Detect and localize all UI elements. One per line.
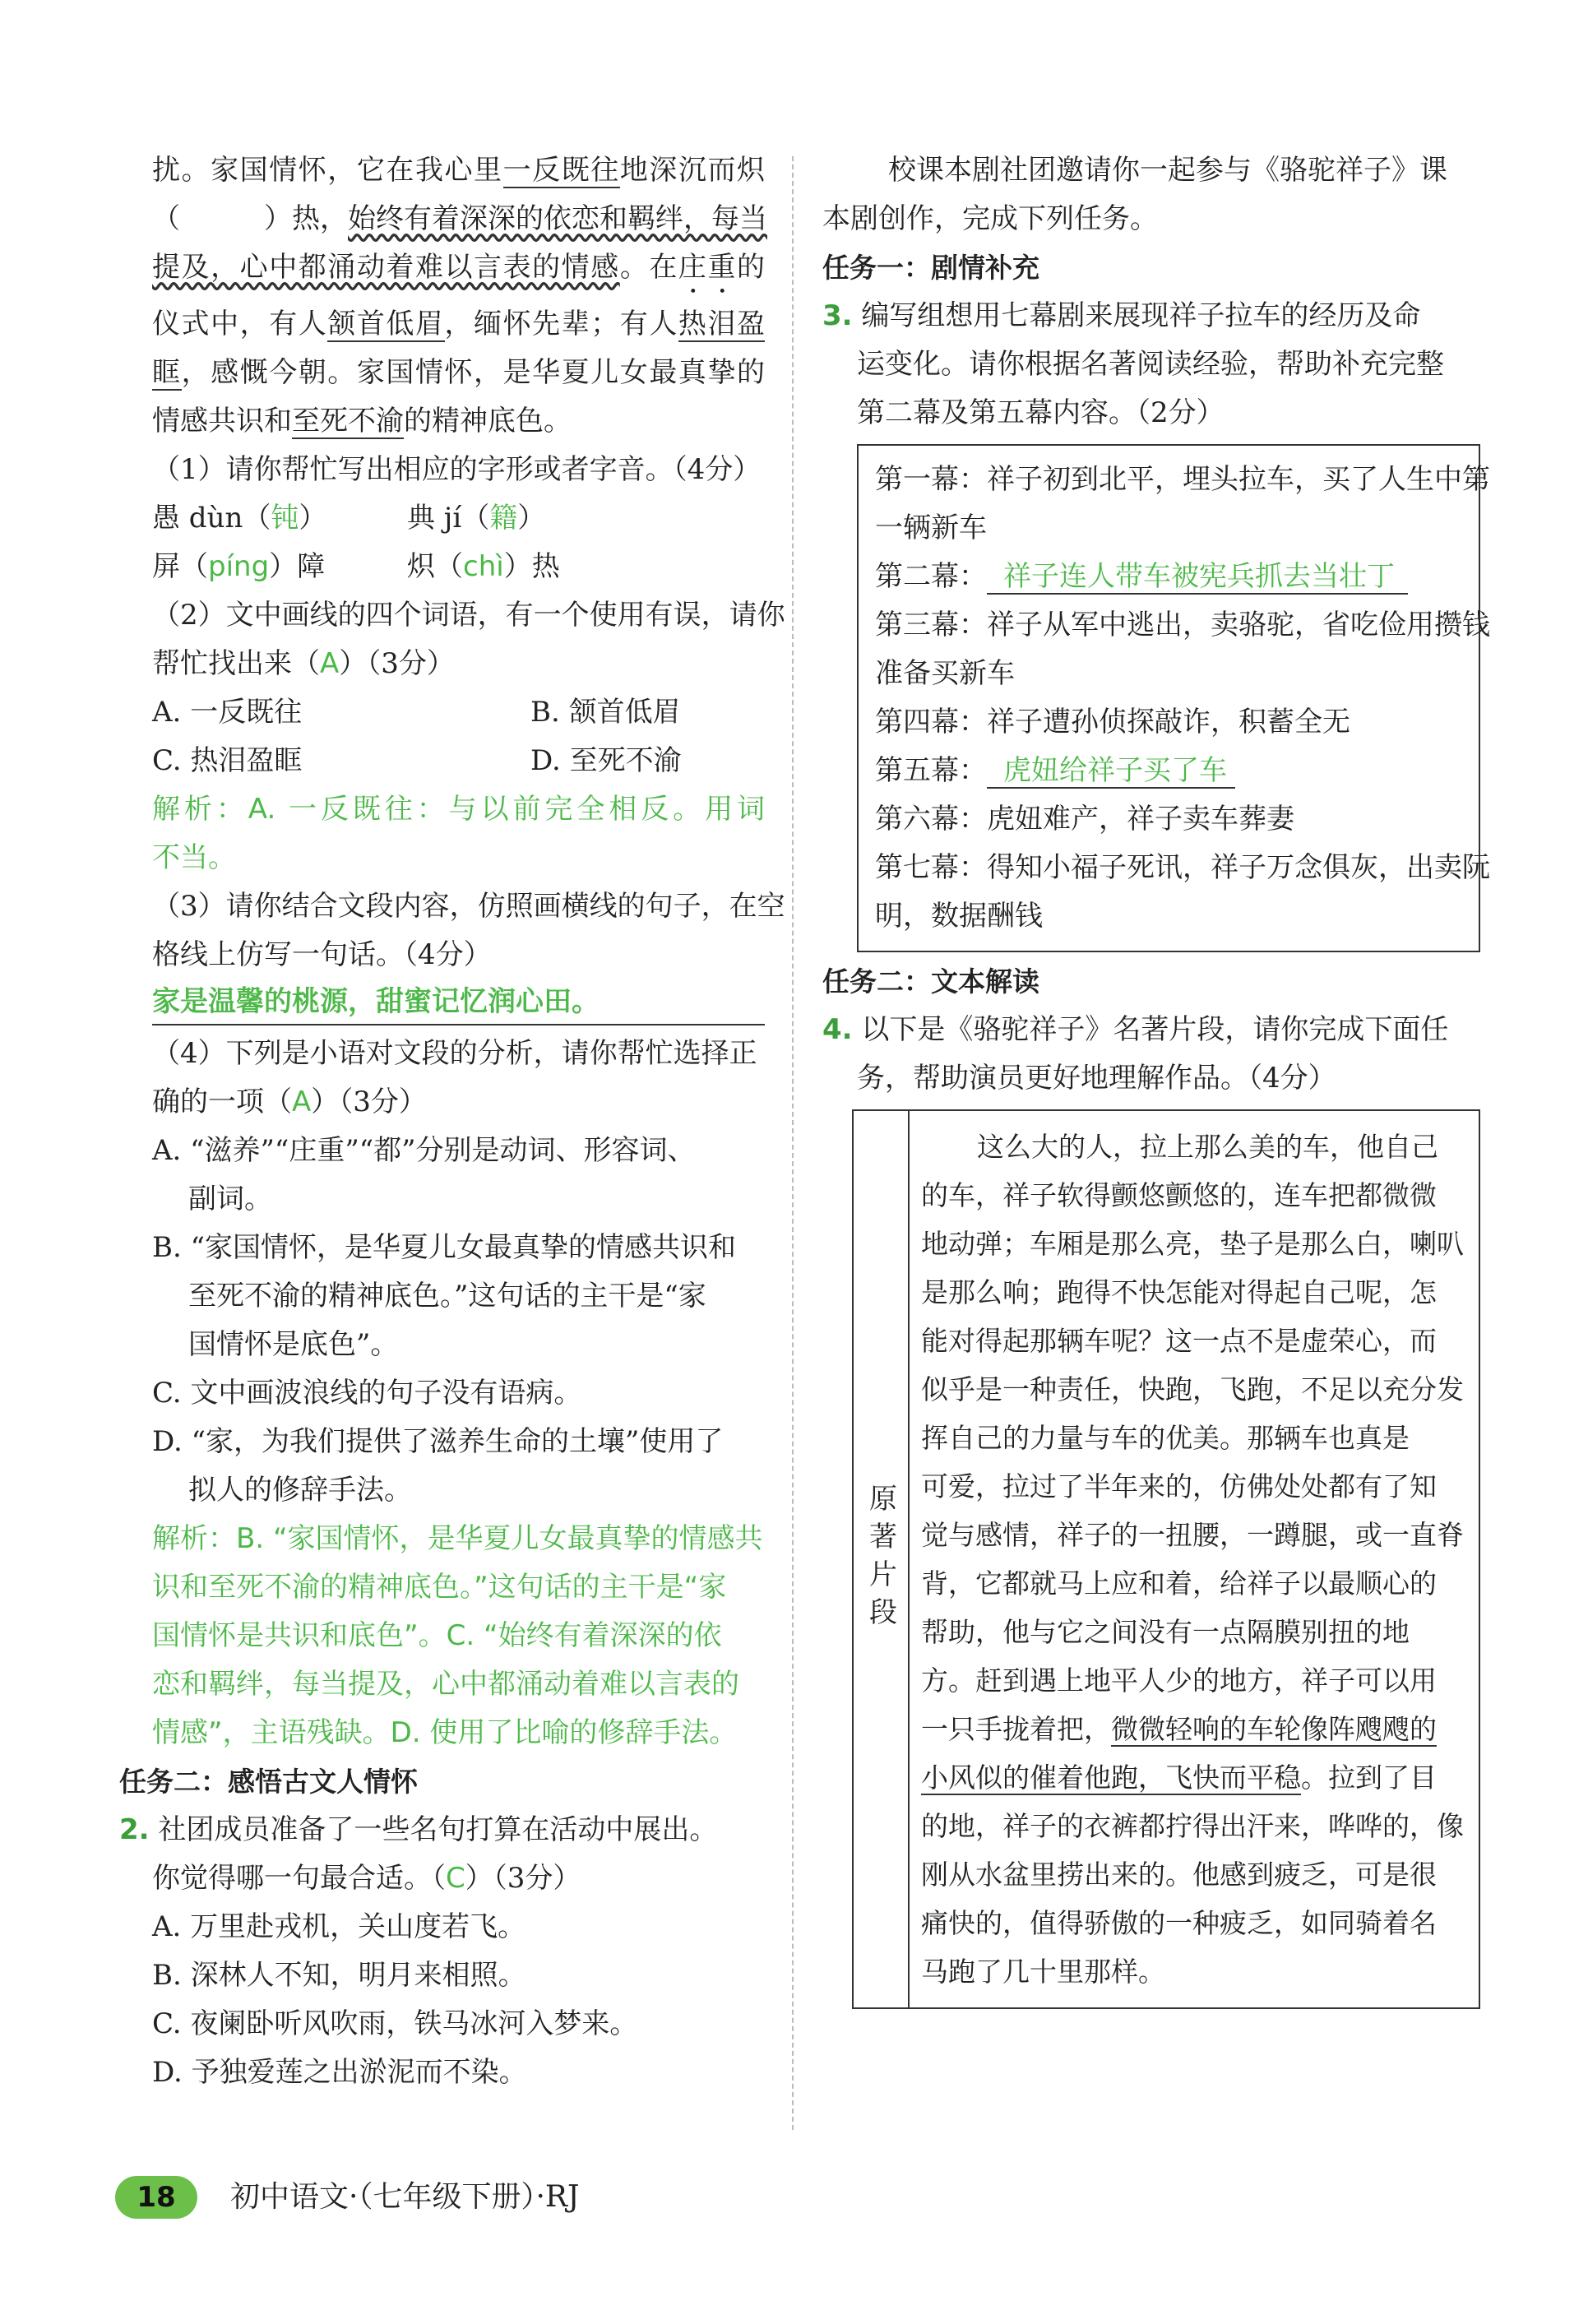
excerpt-side-label: 原著片段 [854, 1111, 910, 2007]
option-c: C. 夜阑卧听风吹雨，铁马冰河入梦来。 [152, 2007, 638, 2040]
answer-text: 钝 [271, 502, 299, 535]
act-5: 第五幕： 虎妞给祥子买了车 [875, 747, 1467, 795]
column-divider [792, 156, 794, 2130]
wavy-sentence: 提及，心中都涌动着难以言表的情感 [152, 251, 620, 284]
option-a: A. “滋养”“庄重”“都”分别是动词、形容词、 [152, 1134, 696, 1167]
excerpt-body [910, 1111, 1479, 2007]
q3-question: 运变化。请你根据名著阅读经验，帮助补充完整 [857, 348, 1444, 381]
excerpt-line: 挥自己的力量与车的优美。那辆车也真是 [921, 1422, 1410, 1454]
right-column [822, 146, 1490, 2009]
excerpt-line: 小风似的催着他跑，飞快而平稳。拉到了目 [921, 1762, 1437, 1794]
excerpt-line: 刚从水盆里捞出来的。他感到疲乏，可是很 [921, 1859, 1437, 1891]
underlined-word: 眶 [152, 356, 182, 389]
option-b: 至死不渝的精神底色。”这句话的主干是“家 [188, 1280, 706, 1312]
excerpt-line: 似乎是一种责任，快跑，飞跑，不足以充分发 [921, 1373, 1464, 1405]
task-heading: 任务一：剧情补充 [822, 252, 1039, 284]
excerpt-line: 是那么响；跑得不快怎能对得起自己呢，怎 [921, 1276, 1437, 1308]
passage-line: 仪式中，有人颔首低眉，缅怀先辈；有人热泪盈 [152, 308, 766, 340]
q4-line: （4）下列是小语对文段的分析，请你帮忙选择正 [152, 1037, 757, 1070]
explanation: 不当。 [152, 841, 236, 874]
excerpt-box [852, 1109, 1480, 2009]
act-7: 第七幕：得知小福子死讯，祥子万念俱灰，出卖阮 [875, 851, 1490, 884]
q2-question: 你觉得哪一句最合适。（C）（3分） [152, 1862, 581, 1895]
excerpt-line: 背，它都就马上应和着，给祥子以最顺心的 [921, 1567, 1437, 1599]
option-b: B. “家国情怀，是华夏儿女最真挚的情感共识和 [152, 1231, 736, 1264]
task-heading: 任务二：文本解读 [822, 965, 1039, 998]
passage-line: （ ）热，始终有着深深的依恋和羁绊，每当 [152, 202, 767, 235]
explanation: 情感”，主语残缺。D. 使用了比喻的修辞手法。 [152, 1716, 738, 1749]
underlined-sentence: 小风似的催着他跑，飞快而平稳 [921, 1762, 1301, 1794]
dotted-word: 庄重 [678, 251, 738, 284]
option-d: 拟人的修辞手法。 [188, 1474, 412, 1507]
excerpt-line: 痛快的，值得骄傲的一种疲乏，如同骑着名 [921, 1907, 1437, 1939]
task-heading: 任务二：感悟古文人情怀 [119, 1766, 418, 1798]
answer-text: C [446, 1862, 465, 1895]
passage-line: 提及，心中都涌动着难以言表的情感。在庄重的 [152, 251, 766, 284]
option-a: A. 万里赴戎机，关山度若飞。 [152, 1910, 526, 1943]
answer-line: 祥子连人带车被宪兵抓去当壮丁 [987, 560, 1408, 595]
q3-question: 3. 编写组想用七幕剧来展现祥子拉车的经历及命 [822, 299, 1421, 332]
excerpt-line: 的地，祥子的衣裤都拧得出汗来，哗哗的，像 [921, 1810, 1464, 1842]
act-1: 第一幕：祥子初到北平，埋头拉车，买了人生中第 [875, 463, 1490, 496]
explanation: 解析：B. “家国情怀，是华夏儿女最真挚的情感共 [152, 1522, 763, 1555]
act-6: 第六幕：虎妞难产，祥子卖车葬妻 [875, 803, 1294, 836]
left-column [119, 146, 785, 2097]
excerpt-line: 地动弹；车厢是那么亮，垫子是那么白，喇叭 [921, 1228, 1464, 1260]
q2-line: 帮忙找出来（A）（3分） [152, 647, 455, 680]
intro-line: 校课本剧社团邀请你一起参与《骆驼祥子》课 [888, 154, 1447, 187]
answer-text: 籍 [489, 502, 518, 535]
q3-question: 第二幕及第五幕内容。（2分） [857, 396, 1225, 429]
excerpt-line: 可爱，拉过了半年来的，仿佛处处都有了知 [921, 1470, 1437, 1502]
excerpt-line: 帮助，他与它之间没有一点隔膜别扭的地 [921, 1616, 1410, 1648]
option-b: B. 深林人不知，明月来相照。 [152, 1959, 526, 1992]
act-2: 第二幕： 祥子连人带车被宪兵抓去当壮丁 [875, 553, 1467, 601]
excerpt-line: 的车，祥子软得颤悠颤悠的，连车把都微微 [921, 1179, 1437, 1211]
excerpt-line: 马跑了几十里那样。 [921, 1956, 1165, 1988]
excerpt-line: 方。赶到遇上地平人少的地方，祥子可以用 [921, 1664, 1437, 1697]
excerpt-line: 觉与感情，祥子的一扭腰，一蹲腿，或一直脊 [921, 1519, 1464, 1551]
option-b: 国情怀是底色”。 [188, 1328, 399, 1361]
option-c: C. 文中画波浪线的句子没有语病。 [152, 1377, 582, 1410]
explanation: 解析：A. 一反既往：与以前完全相反。用词 [152, 793, 765, 826]
underlined-word: 热泪盈 [678, 308, 766, 340]
q4-question: 4. 以下是《骆驼祥子》名著片段，请你完成下面任 [822, 1013, 1449, 1046]
acts-box [857, 444, 1490, 952]
act-3: 准备买新车 [875, 657, 1015, 690]
answer-line: 虎妞给祥子买了车 [987, 754, 1235, 789]
q4-line: 确的一项（A）（3分） [152, 1086, 427, 1118]
answer-line: 家是温馨的桃源，甜蜜记忆润心田。 [152, 979, 765, 1025]
act-4: 第四幕：祥子遭孙侦探敲诈，积蓄全无 [875, 706, 1350, 738]
underlined-word: 颔首低眉 [327, 308, 445, 340]
q4-question: 务，帮助演员更好地理解作品。（4分） [857, 1062, 1336, 1095]
passage-line: 情感共识和至死不渝的精神底色。 [152, 405, 572, 437]
q3-line: 格线上仿写一句话。（4分） [152, 938, 492, 971]
act-7: 明，数据酬钱 [875, 900, 1043, 933]
option-d: D. “家，为我们提供了滋养生命的土壤”使用了 [152, 1425, 724, 1458]
act-3: 第三幕：祥子从军中逃出，卖骆驼，省吃俭用攒钱 [875, 609, 1490, 641]
underlined-sentence: 微微轻响的车轮像阵飕飕的 [1111, 1713, 1437, 1745]
answer-text: píng [208, 550, 270, 583]
passage-line: 扰。家国情怀，它在我心里一反既往地深沉而炽 [152, 154, 766, 187]
answer-text: A [292, 1086, 312, 1118]
explanation: 识和至死不渝的精神底色。”这句话的主干是“家 [152, 1571, 727, 1604]
answer-text: A [320, 647, 340, 680]
explanation: 恋和羁绊，每当提及，心中都涌动着难以言表的 [152, 1668, 739, 1701]
act-1: 一辆新车 [875, 512, 987, 544]
underlined-word: 一反既往 [502, 154, 620, 187]
excerpt-line: 这么大的人，拉上那么美的车，他自己 [977, 1131, 1438, 1163]
q1-row2: 屏（píng）障 炽（chì）热 [152, 550, 560, 583]
q2-line: （2）文中画线的四个词语，有一个使用有误，请你 [152, 599, 785, 632]
excerpt-line: 能对得起那辆车呢？这一点不是虚荣心，而 [921, 1325, 1437, 1357]
page-number: 18 [115, 2176, 197, 2219]
underlined-word: 至死不渝 [292, 405, 404, 437]
option-a: 副词。 [188, 1183, 272, 1215]
option-d: D. 予独爱莲之出淤泥而不染。 [152, 2056, 527, 2089]
book-title: 初中语文·（七年级下册）·RJ [230, 2180, 580, 2214]
answer-text: chì [463, 550, 504, 583]
intro-line: 本剧创作，完成下列任务。 [822, 202, 1158, 235]
wavy-sentence: 始终有着深深的依恋和羁绊，每当 [348, 202, 767, 235]
q2-options: A. 一反既往 B. 颔首低眉 [152, 696, 681, 729]
excerpt-line: 一只手拢着把，微微轻响的车轮像阵飕飕的 [921, 1713, 1437, 1745]
q2-question: 2. 社团成员准备了一些名句打算在活动中展出。 [119, 1813, 718, 1846]
q1-row1: 愚 dùn（钝） 典 jí（籍） [152, 502, 546, 535]
q3-line: （3）请你结合文段内容，仿照画横线的句子，在空 [152, 890, 785, 923]
q2-options: C. 热泪盈眶 D. 至死不渝 [152, 744, 682, 777]
passage-line: 眶，感慨今朝。家国情怀，是华夏儿女最真挚的 [152, 356, 766, 389]
explanation: 国情怀是共识和底色”。C. “始终有着深深的依 [152, 1619, 722, 1652]
q1-title: （1）请你帮忙写出相应的字形或者字音。（4分） [152, 453, 762, 486]
